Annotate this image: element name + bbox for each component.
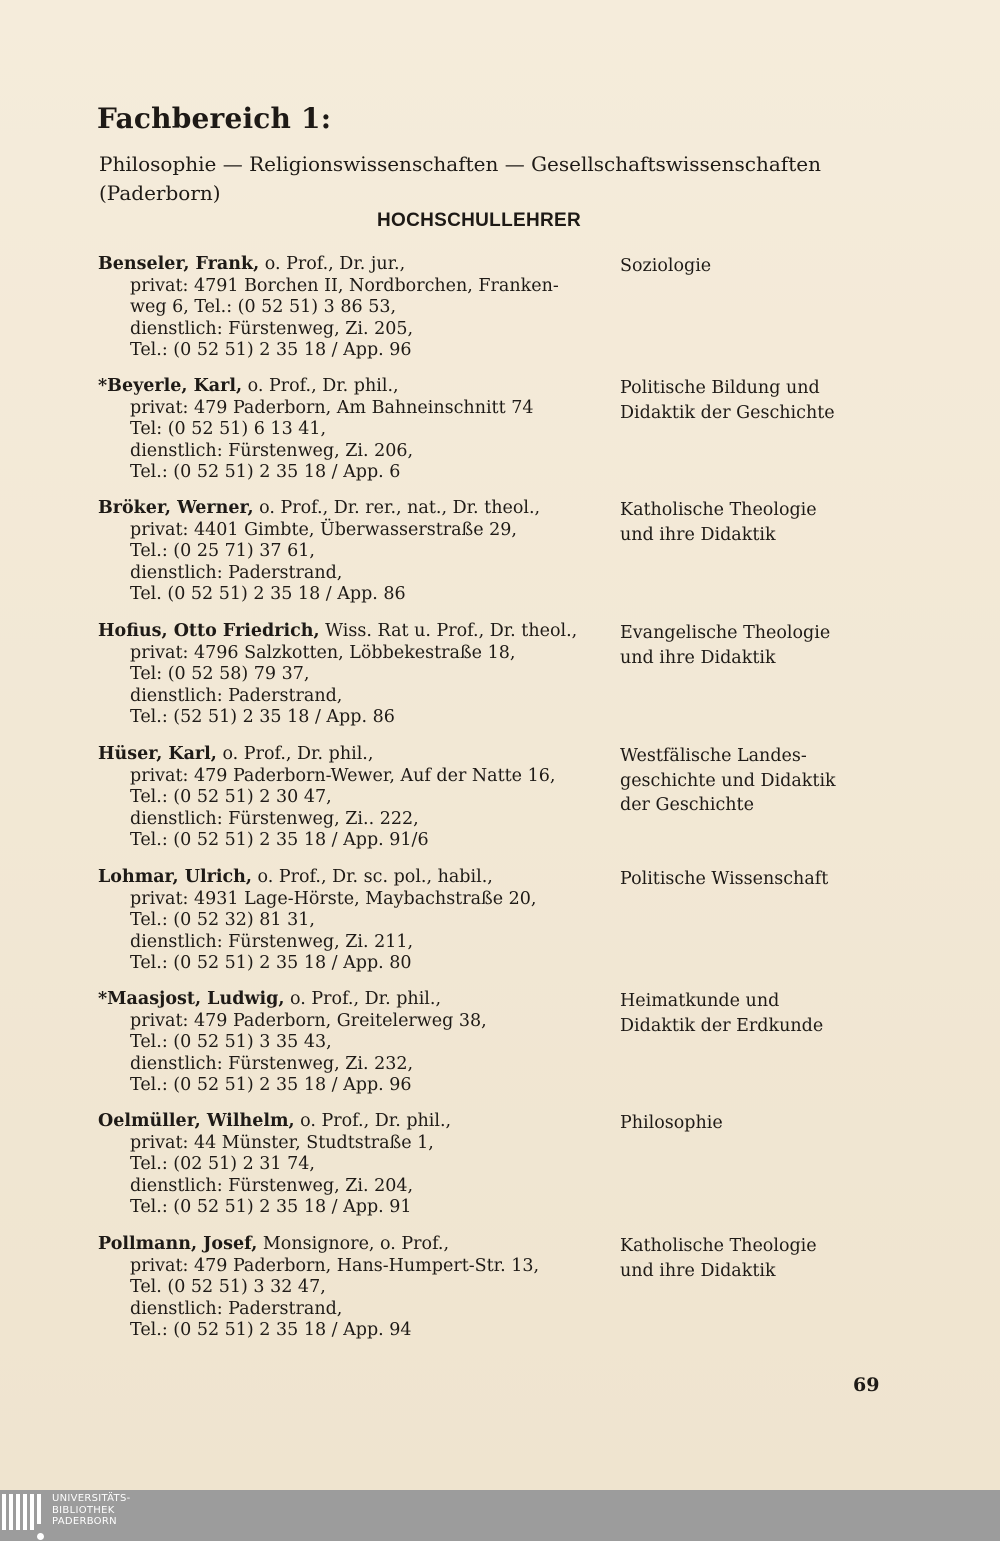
- entry-line: dienstlich: Fürstenweg, Zi. 211,: [130, 931, 414, 952]
- entry-header: [98, 1234, 449, 1256]
- entry-header: [98, 744, 373, 766]
- entry-rank: o. Prof., Dr. jur.,: [259, 254, 406, 274]
- faculty-entry: [0, 744, 1000, 862]
- entry-subject: Politische Bildung und Didaktik der Geschichte: [620, 378, 835, 423]
- entry-name: Benseler, Frank,: [98, 254, 260, 274]
- entry-line: dienstlich: Fürstenweg, Zi. 232,: [130, 1053, 414, 1074]
- entry-subject: Westfälische Landes- geschichte und Didaktik der Geschichte: [620, 746, 836, 815]
- entry-name: Hüser, Karl,: [98, 744, 217, 764]
- entry-line: Tel.: (0 52 51) 2 35 18 / App. 96: [130, 1075, 412, 1095]
- entry-rank: o. Prof., Dr. sc. pol., habil.,: [251, 867, 493, 887]
- entry-header: [98, 867, 493, 889]
- entry-name: Pollmann, Josef,: [98, 1234, 258, 1254]
- entry-subject: Katholische Theologie und ihre Didaktik: [620, 500, 817, 545]
- entry-line: Tel: (0 52 51) 6 13 41,: [130, 419, 327, 439]
- entry-line: Tel.: (0 52 51) 2 35 18 / App. 96: [130, 340, 412, 360]
- faculty-entry: [0, 1234, 1000, 1352]
- entry-name: Hofius, Otto Friedrich,: [98, 621, 320, 641]
- entry-line: Tel.: (52 51) 2 35 18 / App. 86: [130, 707, 395, 727]
- faculty-entry: [0, 498, 1000, 616]
- page-number: 69: [853, 1374, 880, 1396]
- entry-line: dienstlich: Paderstrand,: [130, 562, 343, 583]
- entry-header: [98, 989, 441, 1011]
- entry-line: dienstlich: Fürstenweg, Zi. 206,: [130, 440, 414, 461]
- entry-line: dienstlich: Paderstrand,: [130, 685, 343, 706]
- faculty-entry: [0, 254, 1000, 372]
- entry-rank: o. Prof., Dr. phil.,: [294, 1111, 452, 1131]
- library-footer-bar: [0, 1490, 1000, 1541]
- entry-name: Oelmüller, Wilhelm,: [98, 1111, 295, 1131]
- entry-line: Tel. (0 52 51) 3 32 47,: [130, 1277, 326, 1297]
- entry-header: [98, 621, 577, 643]
- entry-rank: o. Prof., Dr. phil.,: [216, 744, 374, 764]
- entry-line: Tel.: (0 52 51) 2 35 18 / App. 91/6: [130, 830, 429, 850]
- entry-line: privat: 479 Paderborn-Wewer, Auf der Natte 16,: [130, 765, 556, 786]
- entry-rank: o. Prof., Dr. phil.,: [284, 989, 442, 1009]
- entry-line: Tel.: (0 25 71) 37 61,: [130, 541, 315, 561]
- faculty-entry: [0, 1111, 1000, 1229]
- faculty-subtitle: Philosophie — Religionswissenschaften — Gesellschaftswissenschaften (Paderborn): [99, 152, 821, 205]
- entry-name: *Maasjost, Ludwig,: [98, 989, 285, 1009]
- entry-line: privat: 4931 Lage-Hörste, Maybachstraße 20,: [130, 888, 537, 909]
- entry-line: Tel.: (0 52 32) 81 31,: [130, 910, 315, 930]
- entry-rank: Wiss. Rat u. Prof., Dr. theol.,: [319, 621, 578, 641]
- entry-rank: Monsignore, o. Prof.,: [257, 1234, 450, 1254]
- entry-subject: Soziologie: [620, 256, 712, 276]
- entry-line: dienstlich: Paderstrand,: [130, 1298, 343, 1319]
- logo-line: UNIVERSITÄTS-: [52, 1493, 131, 1504]
- entry-name: Lohmar, Ulrich,: [98, 867, 252, 887]
- section-heading: HOCHSCHULLEHRER: [377, 210, 581, 231]
- entry-line: Tel.: (0 52 51) 3 35 43,: [130, 1032, 332, 1052]
- entry-line: privat: 479 Paderborn, Greitelerweg 38,: [130, 1010, 487, 1031]
- entry-header: [98, 254, 405, 276]
- entry-subject: Heimatkunde und Didaktik der Erdkunde: [620, 991, 824, 1036]
- entry-line: Tel: (0 52 58) 79 37,: [130, 664, 310, 684]
- entry-header: [98, 498, 540, 520]
- faculty-entry: [0, 376, 1000, 494]
- entry-line: dienstlich: Fürstenweg, Zi. 205,: [130, 318, 414, 339]
- logo-line: BIBLIOTHEK: [52, 1504, 115, 1516]
- entry-line: Tel.: (0 52 51) 2 35 18 / App. 80: [130, 953, 412, 973]
- entry-header: [98, 1111, 451, 1133]
- entry-line: weg 6, Tel.: (0 52 51) 3 86 53,: [130, 297, 397, 317]
- logo-line: PADERBORN: [52, 1516, 117, 1527]
- entry-line: Tel.: (02 51) 2 31 74,: [130, 1154, 315, 1174]
- entry-line: privat: 4796 Salzkotten, Löbbekestraße 18,: [130, 642, 516, 663]
- entry-subject: Politische Wissenschaft: [620, 869, 829, 889]
- entry-line: dienstlich: Fürstenweg, Zi.. 222,: [130, 808, 419, 829]
- entry-subject: Katholische Theologie und ihre Didaktik: [620, 1236, 817, 1281]
- entry-line: privat: 4401 Gimbte, Überwasserstraße 29,: [130, 519, 517, 540]
- entry-line: privat: 4791 Borchen II, Nordborchen, Franken-: [130, 275, 559, 296]
- library-logo-text: [52, 1493, 131, 1528]
- entry-rank: o. Prof., Dr. rer., nat., Dr. theol.,: [253, 498, 541, 518]
- entry-line: Tel.: (0 52 51) 2 30 47,: [130, 787, 332, 807]
- entry-line: Tel. (0 52 51) 2 35 18 / App. 86: [130, 584, 406, 604]
- entry-line: privat: 44 Münster, Studtstraße 1,: [130, 1132, 434, 1153]
- entry-rank: o. Prof., Dr. phil.,: [242, 376, 399, 396]
- faculty-title: Fachbereich 1:: [97, 102, 332, 135]
- entry-subject: Philosophie: [620, 1113, 723, 1133]
- entry-line: privat: 479 Paderborn, Am Bahneinschnitt 74: [130, 397, 534, 418]
- library-logo-icon: [0, 1494, 48, 1534]
- entry-line: Tel.: (0 52 51) 2 35 18 / App. 94: [130, 1320, 412, 1340]
- faculty-entry: [0, 621, 1000, 739]
- entry-header: [98, 376, 399, 398]
- entry-subject: Evangelische Theologie und ihre Didaktik: [620, 623, 831, 668]
- entry-name: *Beyerle, Karl,: [98, 376, 243, 396]
- entry-name: Bröker, Werner,: [98, 498, 254, 518]
- entry-line: privat: 479 Paderborn, Hans-Humpert-Str. 13,: [130, 1255, 540, 1276]
- entry-line: Tel.: (0 52 51) 2 35 18 / App. 6: [130, 462, 401, 482]
- faculty-entry: [0, 867, 1000, 985]
- faculty-entry: [0, 989, 1000, 1107]
- entry-line: Tel.: (0 52 51) 2 35 18 / App. 91: [130, 1197, 412, 1217]
- entry-line: dienstlich: Fürstenweg, Zi. 204,: [130, 1175, 414, 1196]
